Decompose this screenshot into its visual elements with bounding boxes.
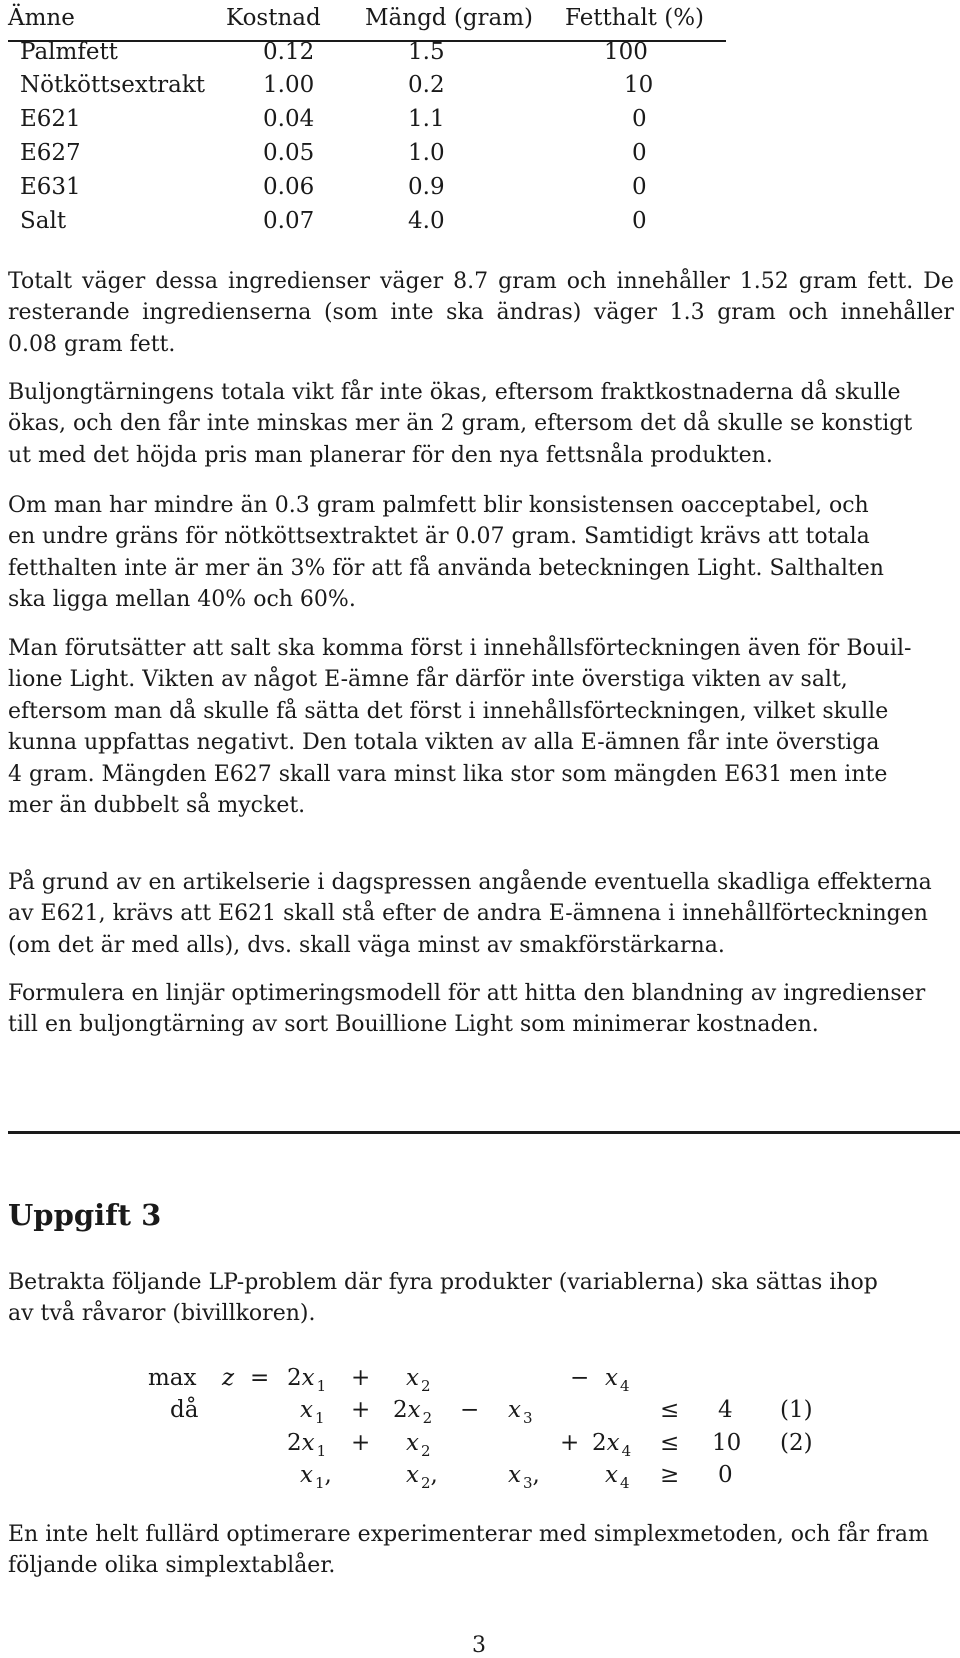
table-cell: 0.9	[408, 174, 445, 200]
lp-eq: =	[250, 1365, 270, 1391]
lp-rhs: 10	[712, 1430, 742, 1456]
lp-term: x $_4$	[605, 1462, 630, 1492]
lp-op: −	[460, 1397, 480, 1423]
text-line: eftersom man då skulle få sätta det först i innehållsförteckningen, vilket skulle	[8, 698, 889, 724]
section-intro	[8, 1267, 954, 1330]
section-divider	[8, 1131, 960, 1134]
table-cell: Nötköttsextrakt	[20, 72, 205, 98]
table-cell: 0	[632, 140, 647, 166]
text-line: resterande ingredienserna (som inte ska ändras) väger 1.3 gram och innehåller	[8, 300, 954, 326]
text-line: Formulera en linjär optimeringsmodell för att hitta den blandning av ingredienser	[8, 981, 926, 1006]
table-cell: E621	[20, 106, 81, 132]
text-line: Om man har mindre än 0.3 gram palmfett blir konsistensen oacceptabel, och	[8, 493, 869, 518]
table-cell: Salt	[20, 208, 67, 234]
lp-term: 2x $_2$	[393, 1397, 433, 1427]
text-line: till en buljongtärning av sort Bouillione Light som minimerar kostnaden.	[8, 1012, 819, 1038]
text-line: ökas, och den får inte minskas mer än 2 gram, eftersom det då skulle se konstigt	[8, 411, 913, 437]
lp-rhs: 4	[718, 1397, 733, 1423]
table-cell: 0.07	[263, 208, 315, 234]
lp-op: +	[351, 1430, 371, 1456]
text-line: 4 gram. Mängden E627 skall vara minst lika stor som mängden E631 men inte	[8, 761, 888, 787]
lp-max: max	[148, 1365, 197, 1391]
table-cell: 0.05	[263, 140, 315, 166]
text-line: 0.08 gram fett.	[8, 331, 176, 357]
text-line: På grund av en artikelserie i dagspressen angående eventuella skadliga effekterna	[8, 870, 932, 895]
lp-label: (2)	[780, 1430, 813, 1456]
text-line: Buljongtärningens totala vikt får inte ökas, eftersom fraktkostnaderna då skulle	[8, 380, 901, 405]
lp-label: (1)	[780, 1397, 813, 1423]
table-cell: 1.0	[408, 140, 445, 166]
table-cell: Palmfett	[20, 39, 118, 65]
lp-term: x $_1$,	[300, 1462, 332, 1492]
table-cell: E631	[20, 174, 81, 200]
lp-term: x $_4$	[605, 1365, 630, 1395]
text-line: följande olika simplextablåer.	[8, 1553, 336, 1579]
lp-le: ≤	[660, 1430, 680, 1456]
lp-op: +	[351, 1397, 371, 1423]
paragraph-task	[8, 978, 954, 1041]
table-cell: 0.2	[408, 72, 445, 98]
table-header-amne: Ämne	[8, 5, 75, 31]
text-line: av två råvaror (bivillkoren).	[8, 1301, 316, 1327]
table-cell: 0	[632, 106, 647, 132]
text-line: lione Light. Vikten av något E-ämne får därför inte överstiga vikten av salt,	[8, 667, 848, 693]
paragraph-salt-order	[8, 633, 954, 821]
lp-ge: ≥	[660, 1462, 680, 1488]
table-header-kostnad: Kostnad	[226, 5, 321, 31]
lp-le: ≤	[660, 1397, 680, 1423]
lp-term: 2x $_1$	[287, 1430, 327, 1460]
lp-term: x $_1$	[300, 1397, 325, 1427]
table-header-mangd: Mängd (gram)	[365, 5, 534, 31]
page-number: 3	[472, 1633, 486, 1658]
lp-term: x $_2$	[406, 1365, 431, 1395]
lp-op: +	[560, 1430, 580, 1456]
text-line: Betrakta följande LP-problem där fyra produkter (variablerna) ska sättas ihop	[8, 1270, 878, 1295]
table-cell: 10	[624, 72, 654, 98]
text-line: En inte helt fullärd optimerare experimenterar med simplexmetoden, och får fram	[8, 1522, 929, 1547]
text-line: Man förutsätter att salt ska komma först i innehållsförteckningen även för Bouil-	[8, 636, 912, 661]
paragraph-weights	[8, 266, 954, 360]
text-line: ut med det höjda pris man planerar för den nya fettsnåla produkten.	[8, 442, 773, 468]
lp-term: 2x $_1$	[287, 1365, 327, 1395]
table-cell: 1.00	[263, 72, 315, 98]
table-cell: 0	[632, 208, 647, 234]
table-cell: 100	[604, 39, 648, 65]
table-cell: 1.1	[408, 106, 445, 132]
section-outro	[8, 1519, 954, 1582]
table-cell: 0.04	[263, 106, 315, 132]
table-cell: 0	[632, 174, 647, 200]
lp-term: x $_2$,	[406, 1462, 438, 1492]
lp-rhs: 0	[718, 1462, 733, 1488]
lp-op: −	[570, 1365, 590, 1391]
text-line: av E621, krävs att E621 skall stå efter de andra E-ämnena i innehållförteckningen	[8, 901, 928, 927]
paragraph-e621	[8, 867, 954, 961]
text-line: en undre gräns för nötköttsextraktet är 0.07 gram. Samtidigt krävs att totala	[8, 524, 870, 550]
table-cell: E627	[20, 140, 81, 166]
table-cell: 0.06	[263, 174, 315, 200]
table-cell: 4.0	[408, 208, 445, 234]
text-line: fetthalten inte är mer än 3% för att få använda beteckningen Light. Salthalten	[8, 555, 884, 581]
table-cell: 1.5	[408, 39, 445, 65]
lp-term: x $_3$	[508, 1397, 533, 1427]
section-heading: Uppgift 3	[8, 1198, 162, 1232]
lp-term: x $_2$	[406, 1430, 431, 1460]
text-line: kunna uppfattas negativt. Den totala vikten av alla E-ämnen får inte överstiga	[8, 730, 880, 756]
text-line: (om det är med alls), dvs. skall väga minst av smakförstärkarna.	[8, 932, 725, 958]
text-line: Totalt väger dessa ingredienser väger 8.7 gram och innehåller 1.52 gram fett. De	[8, 269, 954, 294]
table-header-fetthalt: Fetthalt (%)	[565, 5, 705, 31]
lp-term: x $_3$,	[508, 1462, 540, 1492]
lp-z: z	[222, 1365, 235, 1391]
table-cell: 0.12	[263, 39, 315, 65]
paragraph-palmfat	[8, 490, 954, 616]
lp-op: +	[351, 1365, 371, 1391]
text-line: mer än dubbelt så mycket.	[8, 793, 306, 819]
lp-da: då	[170, 1397, 199, 1423]
lp-term: 2x $_4$	[592, 1430, 632, 1460]
paragraph-total-weight	[8, 377, 954, 471]
text-line: ska ligga mellan 40% och 60%.	[8, 587, 356, 613]
